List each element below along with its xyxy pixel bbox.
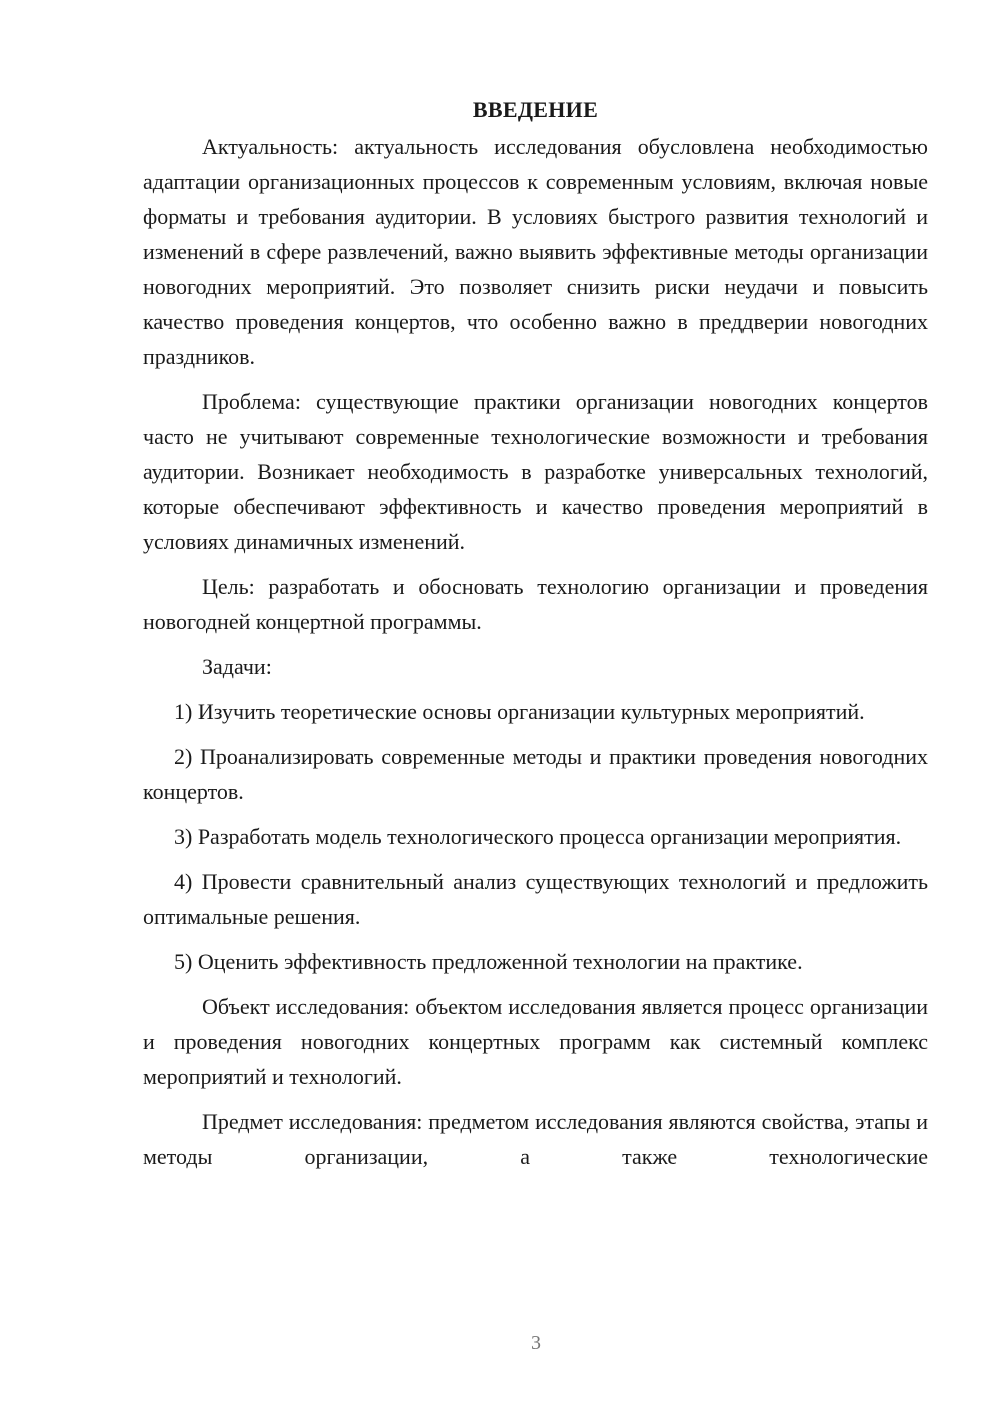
page-number: 3 xyxy=(531,1332,541,1354)
document-page xyxy=(143,92,928,1184)
task-item-3: 3) Разработать модель технологического процесса организации мероприятия. xyxy=(174,824,902,849)
task-item-2: 2) Проанализировать современные методы и практики проведения новогодних концертов. xyxy=(143,744,928,804)
task-item-4: 4) Провести сравнительный анализ существующих технологий и предложить оптимальные решения. xyxy=(143,869,928,929)
task-item-5: 5) Оценить эффективность предложенной технологии на практике. xyxy=(174,949,803,974)
problem-paragraph: Проблема: существующие практики организации новогодних концертов часто не учитывают современные технологические возможности и требования аудитории. Возникает необходимость в разработке универсальных технологий, которые обеспечивают эффективность и качество проведения мероприятий в условиях динамичных изменений. xyxy=(143,389,928,554)
object-paragraph: Объект исследования: объектом исследования является процесс организации и проведения новогодних концертных программ как системный комплекс мероприятий и технологий. xyxy=(143,994,928,1089)
subject-paragraph: Предмет исследования: предметом исследования являются свойства, этапы и методы организации, а также технологические xyxy=(143,1109,928,1169)
task-item-1: 1) Изучить теоретические основы организации культурных мероприятий. xyxy=(174,699,865,724)
section-heading: ВВЕДЕНИЕ xyxy=(472,97,599,122)
relevance-paragraph: Актуальность: актуальность исследования обусловлена необходимостью адаптации организационных процессов к современным условиям, включая новые форматы и требования аудитории. В условиях быстрого развития технологий и изменений в сфере развлечений, важно выявить эффективные методы организации новогодних мероприятий. Это позволяет снизить риски неудачи и повысить качество проведения концертов, что особенно важно в преддверии новогодних праздников. xyxy=(143,134,928,369)
goal-paragraph: Цель: разработать и обосновать технологию организации и проведения новогодней концертной программы. xyxy=(143,574,928,634)
tasks-label: Задачи: xyxy=(202,654,272,679)
